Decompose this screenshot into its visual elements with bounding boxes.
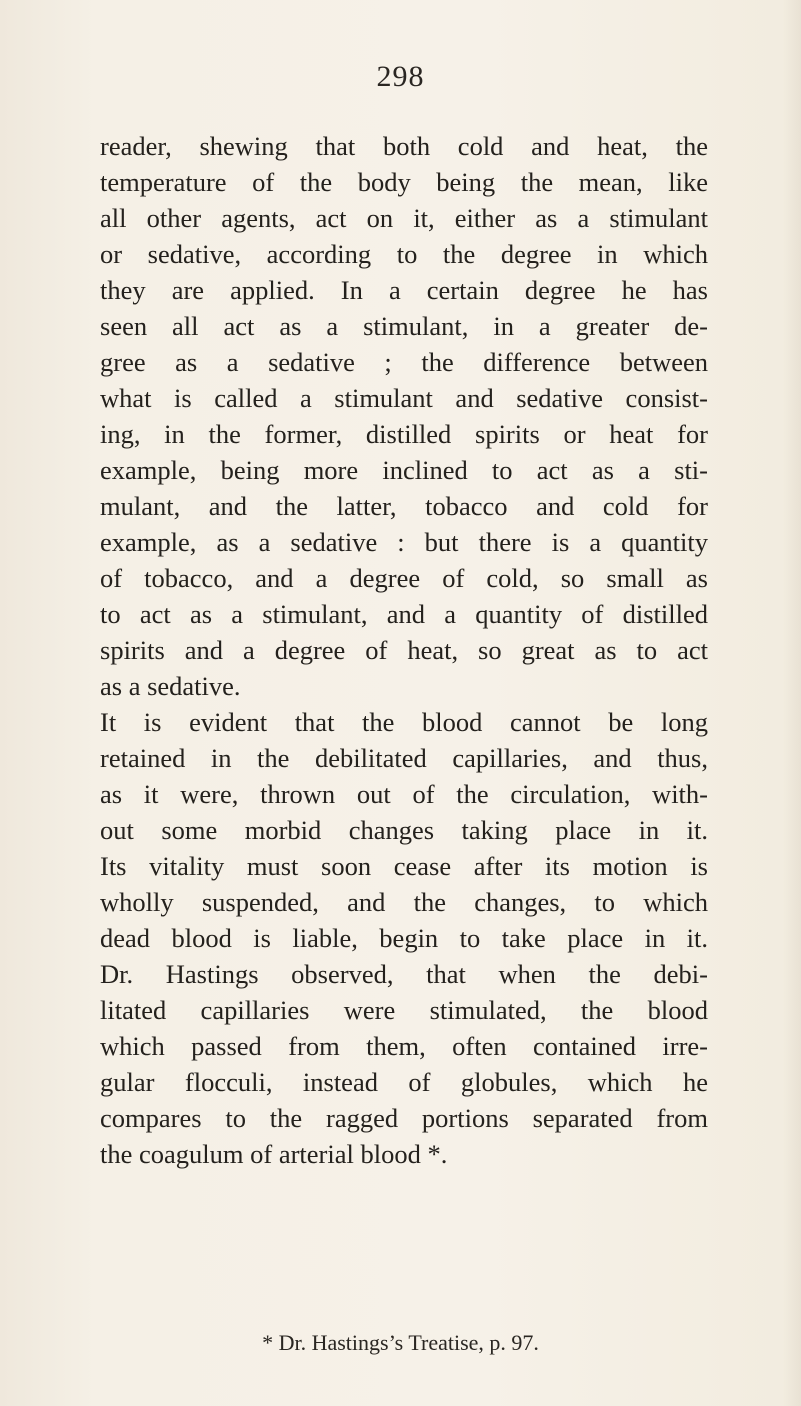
page-number: 298 [376, 60, 425, 93]
paragraph-1 [100, 128, 708, 704]
text-line: which passed from them, often contained irre- [100, 1031, 708, 1061]
text-line: compares to the ragged portions separated from [100, 1103, 708, 1133]
body-text [100, 128, 708, 1172]
text-line: It is evident that the blood cannot be long [100, 707, 708, 737]
text-line: temperature of the body being the mean, like [100, 167, 708, 197]
text-line: retained in the debilitated capillaries, and thus, [100, 743, 708, 773]
text-line: spirits and a degree of heat, so great as to act [100, 635, 708, 665]
text-line: litated capillaries were stimulated, the blood [100, 995, 708, 1025]
text-line: gree as a sedative ; the difference between [100, 347, 708, 377]
text-line: Its vitality must soon cease after its motion is [100, 851, 708, 881]
text-line: the coagulum of arterial blood *. [100, 1139, 448, 1169]
text-line: they are applied. In a certain degree he has [100, 275, 708, 305]
page-edge-shadow [783, 0, 801, 1406]
footnote: * Dr. Hastings’s Treatise, p. 97. [262, 1330, 539, 1355]
text-line: all other agents, act on it, either as a stimulant [100, 203, 708, 233]
text-line: example, being more inclined to act as a sti- [100, 455, 708, 485]
text-line: as a sedative. [100, 671, 241, 701]
text-line: gular flocculi, instead of globules, which he [100, 1067, 708, 1097]
paragraph-2 [100, 704, 708, 1172]
text-line: out some morbid changes taking place in it. [100, 815, 708, 845]
text-line: of tobacco, and a degree of cold, so small as [100, 563, 708, 593]
text-line: example, as a sedative : but there is a quantity [100, 527, 708, 557]
text-line: dead blood is liable, begin to take place in it. [100, 923, 708, 953]
text-line: seen all act as a stimulant, in a greater de- [100, 311, 708, 341]
text-line: what is called a stimulant and sedative consist- [100, 383, 708, 413]
text-line: mulant, and the latter, tobacco and cold for [100, 491, 708, 521]
text-line: Dr. Hastings observed, that when the debi- [100, 959, 708, 989]
text-line: wholly suspended, and the changes, to which [100, 887, 708, 917]
text-line: ing, in the former, distilled spirits or heat for [100, 419, 708, 449]
text-line: as it were, thrown out of the circulation, with- [100, 779, 708, 809]
text-line: to act as a stimulant, and a quantity of distilled [100, 599, 708, 629]
text-line: or sedative, according to the degree in which [100, 239, 708, 269]
text-line: reader, shewing that both cold and heat, the [100, 131, 708, 161]
